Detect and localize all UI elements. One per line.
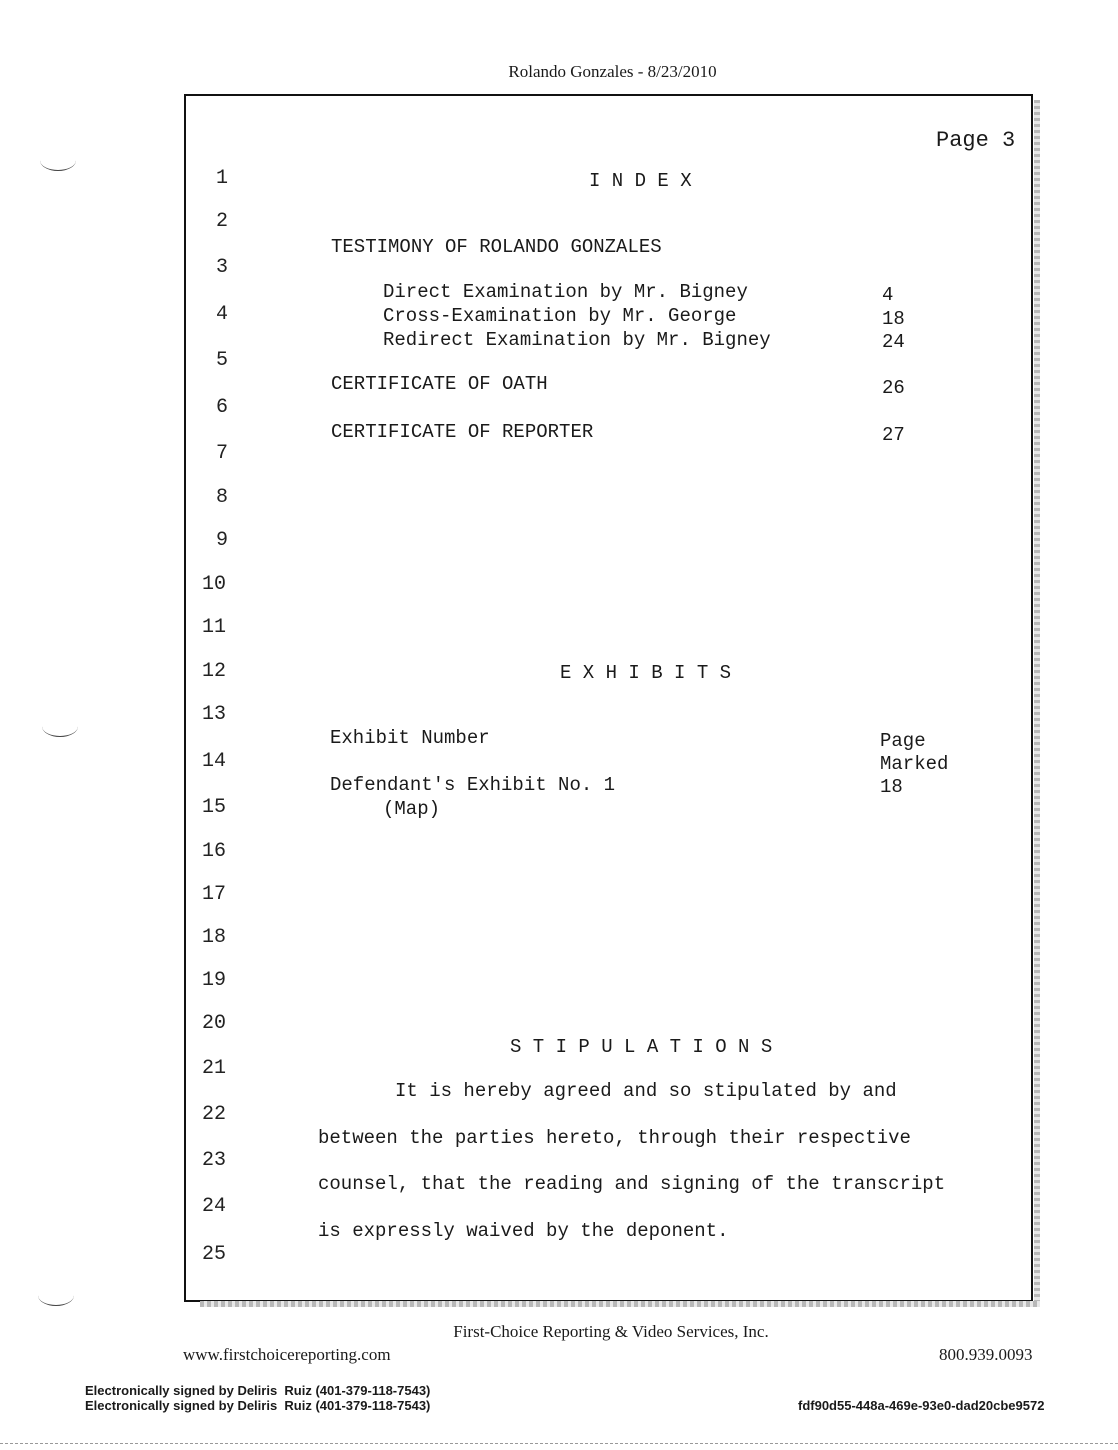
- stipulation-line: is expressly waived by the deponent.: [318, 1220, 729, 1242]
- line-number: 9: [215, 529, 228, 552]
- binder-hole-mark: [38, 1285, 74, 1306]
- line-number: 24: [201, 1195, 226, 1218]
- certificate-label: CERTIFICATE OF OATH: [331, 373, 548, 395]
- electronic-signature-line: Electronically signed by Deliris Ruiz (401-379-118-7543): [85, 1398, 431, 1413]
- index-entry-label: Cross-Examination by Mr. George: [383, 305, 737, 327]
- index-entry-page: 24: [882, 331, 905, 353]
- exhibit-item-name: Defendant's Exhibit No. 1: [330, 774, 616, 796]
- certificate-page: 26: [882, 377, 905, 399]
- binder-hole-mark: [42, 716, 78, 737]
- line-number: 3: [215, 256, 228, 279]
- line-number: 2: [215, 210, 228, 233]
- stipulations-heading: S T I P U L A T I O N S: [510, 1036, 773, 1058]
- line-number: 25: [201, 1243, 226, 1266]
- footer-website: www.firstchoicereporting.com: [183, 1345, 391, 1364]
- page-marked-column-header: Page: [880, 730, 926, 752]
- exhibits-heading: E X H I B I T S: [560, 662, 732, 684]
- page-number: Page 3: [936, 128, 1016, 153]
- exhibit-item-page: 18: [880, 776, 903, 798]
- line-number: 4: [215, 303, 228, 326]
- line-number: 8: [215, 486, 228, 509]
- line-number: 12: [201, 660, 226, 683]
- page-frame: [184, 94, 1033, 1302]
- line-number: 6: [215, 396, 228, 419]
- electronic-signature-line: Electronically signed by Deliris Ruiz (401-379-118-7543): [85, 1383, 431, 1398]
- frame-scan-shadow-bottom: [200, 1301, 1040, 1307]
- line-number: 10: [201, 573, 226, 596]
- line-number: 15: [201, 796, 226, 819]
- line-number: 20: [201, 1012, 226, 1035]
- line-number: 21: [201, 1057, 226, 1080]
- exhibit-item-description: (Map): [383, 798, 441, 820]
- index-heading: I N D E X: [589, 170, 692, 192]
- stipulation-line: It is hereby agreed and so stipulated by and: [395, 1080, 897, 1102]
- binder-hole-mark: [40, 150, 76, 171]
- line-number: 11: [201, 616, 226, 639]
- certificate-label: CERTIFICATE OF REPORTER: [331, 421, 594, 443]
- index-entry-page: 4: [882, 284, 894, 306]
- line-number: 13: [201, 703, 226, 726]
- scan-edge-rule: [0, 1443, 1118, 1444]
- index-entry-page: 18: [882, 308, 905, 330]
- exhibit-number-column-header: Exhibit Number: [330, 727, 490, 749]
- line-number: 7: [215, 442, 228, 465]
- index-entry-label: Direct Examination by Mr. Bigney: [383, 281, 748, 303]
- testimony-heading: TESTIMONY OF ROLANDO GONZALES: [331, 236, 662, 258]
- stipulation-line: between the parties hereto, through their respective: [318, 1127, 911, 1149]
- line-number: 18: [201, 926, 226, 949]
- footer-phone: 800.939.0093: [939, 1345, 1033, 1364]
- line-number: 19: [201, 969, 226, 992]
- line-number: 22: [201, 1103, 226, 1126]
- frame-scan-shadow-right: [1034, 100, 1040, 1306]
- page-marked-column-header: Marked: [880, 753, 949, 775]
- index-entry-label: Redirect Examination by Mr. Bigney: [383, 329, 771, 351]
- line-number: 16: [201, 840, 226, 863]
- document-hash: fdf90d55-448a-469e-93e0-dad20cbe9572: [798, 1398, 1045, 1413]
- line-number: 23: [201, 1149, 226, 1172]
- transcript-header-title: Rolando Gonzales - 8/23/2010: [508, 62, 717, 81]
- stipulation-line: counsel, that the reading and signing of the transcript: [318, 1173, 946, 1195]
- line-number: 5: [215, 349, 228, 372]
- certificate-page: 27: [882, 424, 905, 446]
- line-number: 14: [201, 750, 226, 773]
- footer-company-name: First-Choice Reporting & Video Services, Inc.: [453, 1322, 769, 1341]
- line-number: 17: [201, 883, 226, 906]
- line-number: 1: [215, 167, 228, 190]
